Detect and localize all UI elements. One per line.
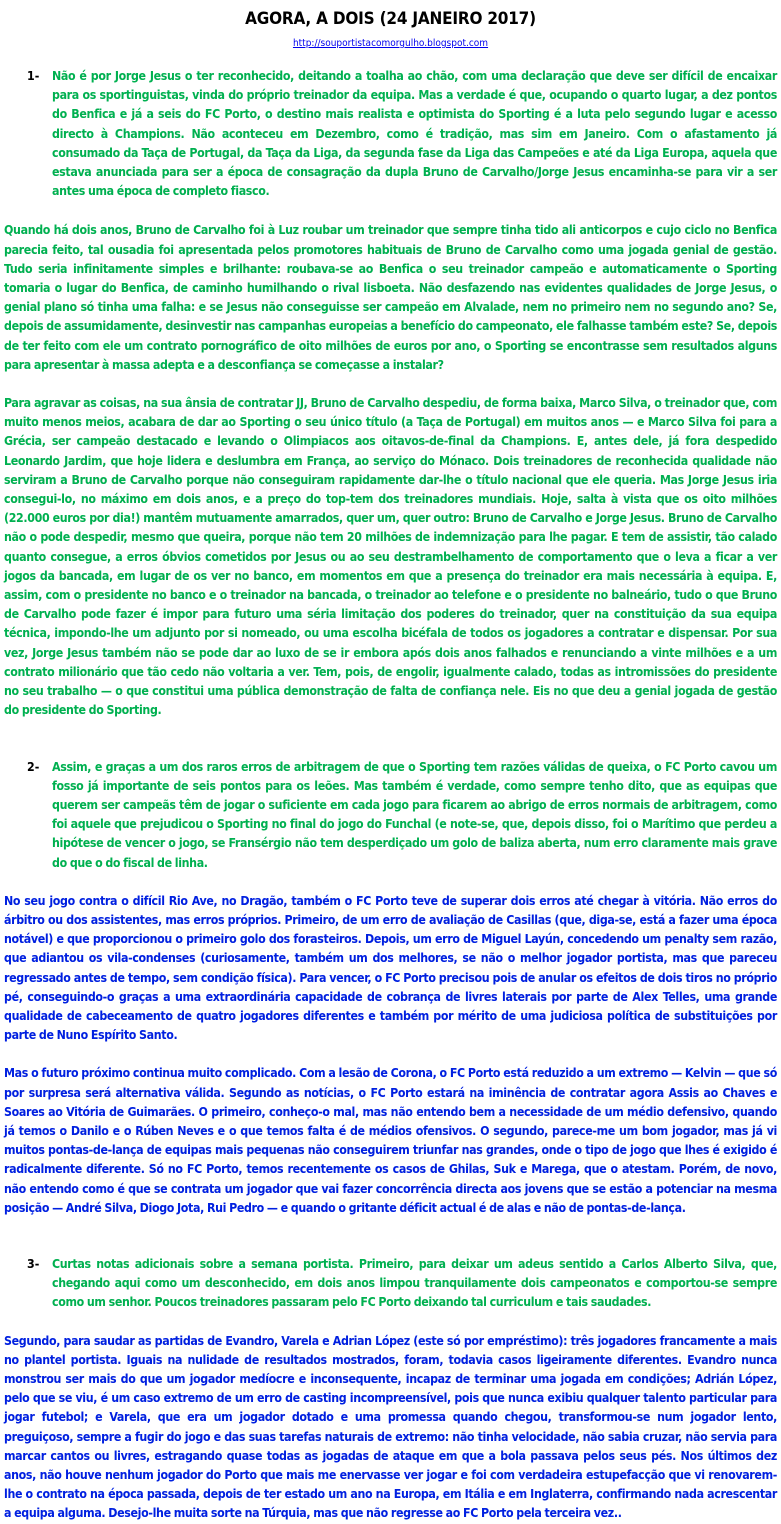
section-3-paragraph-1: Segundo, para saudar as partidas de Evandro, Varela e Adrian López (este só por empréstimo): três jogadores francamente a mais no plantel portista. Iguais na nulidade de resultados mostrados, foram, todavia casos ligeiramente diferentes. Evandro nunca monstrou ser mais do que um jogador medíocre e inconsequente, incapaz de terminar uma jogada em condições; Adrián López, pelo que se viu, é um caso extremo de um erro de casting incompreensível, pois que nunca exibiu qualquer talento particular para jogar futebol; e Varela, que era um jogador dotado e uma promessa quando chegou, transformou-se num jogador lento, preguiçoso, sempre a fugir do jogo e das suas tarefas naturais de extremo: não tinha velocidade, não sabia cruzar, não servia para marcar cantos ou livres, estragando quase todas as jogadas de ataque em que a bola passava pelos seus pés. Nos últimos dez anos, não houve nenhum jogador do Porto que mais me enervasse ver jogar e foi com verdadeira estupefacção que vi renovarem-lhe o contrato na época passada, depois de ter estado um ano na Europa, em Itália e em Inglaterra, confirmando nada acrescentar a equipa alguma. Desejo-lhe muita sorte na Túrquia, mas que não regresse ao FC Porto pela terceira vez..	[4, 1333, 777, 1521]
section-1-paragraph-1: Quando há dois anos, Bruno de Carvalho foi à Luz roubar um treinador que sempre tinha tido ali anticorpos e cujo ciclo no Benfica parecia feito, tal ousadia foi apresentada pelos promotores habituais de Bruno de Carvalho como uma jogada genial de gestão. Tudo seria infinitamente simples e brilhante: roubava-se ao Benfica o seu treinador campeão e automaticamente o Sporting tomaria o lugar do Benfica, de caminho humilhando o rival lisboeta. Não desfazendo nas evidentes qualidades de Jorge Jesus, o genial plano só tinha uma falha: e se Jesus não conseguisse ser campeão em Alvalade, nem no primeiro nem no segundo ano? Se, depois de assumidamente, desinvestir nas campanhas europeias a benefício do campeonato, ele falhasse também este? Se, depois de ter feito com ele um contrato pornográfico de oito milhões de euros por ano, o Sporting se encontrasse sem resultados alguns para apresentar à massa adepta e a desconfiança se começasse a instalar?	[4, 223, 777, 372]
section-1-paragraph-2: Para agravar as coisas, na sua ânsia de contratar JJ, Bruno de Carvalho despediu, de forma baixa, Marco Silva, o treinador que, com muito menos meios, acabara de dar ao Sporting o seu único título (a Taça de Portugal) em muitos anos — e Marco Silva foi para a Grécia, ser campeão destacado e levando o Olimpiacos aos oitavos-de-final da Champions. E, antes dele, já fora despedido Leonardo Jardim, que hoje lidera e deslumbra em França, ao serviço do Mónaco. Dois treinadores de reconhecida qualidade não serviram a Bruno de Carvalho porque não conseguiram rapidamente dar-lhe o título nacional que ele queria. Mas Jorge Jesus iria consegui-lo, no máximo em dois anos, e a preço do top-tem dos treinadores mundiais. Hoje, salta à vista que os oito milhões (22.000 euros por dia!) mantêm mutuamente amarrados, quer um, quer outro: Bruno de Carvalho e Jorge Jesus. Bruno de Carvalho não o pode despedir, mesmo que queira, porque não tem 20 milhões de indemnização para lhe pagar. E tem de assistir, tão calado quanto consegue, a erros óbvios cometidos por Jesus ou ao seu destrambelhamento de comportamento que o leva a ficar a ver jogos da bancada, em lugar de os ver no banco, em momentos em que a presença do treinador era mais necessária à equipa. E, assim, com o presidente no banco e o treinador na bancada, o treinador ao telefone e o presidente no balneário, tudo o que Bruno de Carvalho pode fazer é impor para futuro uma séria limitação dos poderes do treinador, quer na constituição da sua equipa técnica, impondo-lhe um adjunto por si nomeado, ou uma escolha bicéfala de todos os jogadores a contratar e dispensar. Por sua vez, Jorge Jesus também não se pode dar ao luxo de se ir embora após dois anos falhados e renunciando a vinte milhões e a um contrato milionário que tão cedo não voltaria a ver. Tem, pois, de engolir, igualmente calado, todas as intromissões do presidente no seu trabalho — o que constitui uma pública demonstração de falta de confiança nele. Eis no que deu a genial jogada de gestão do presidente do Sporting.	[4, 396, 777, 718]
section-1-lead-text: Não é por Jorge Jesus o ter reconhecido, deitando a toalha ao chão, com uma declaração que deve ser difícil de encaixar para os sportinguistas, vinda do próprio treinador da equipa. Mas a verdade é que, ocupando o quarto lugar, a dez pontos do Benfica e já a seis do FC Porto, o destino mais realista e optimista do Sporting é a luta pelo segundo lugar e acesso directo à Champions. Não aconteceu em Dezembro, como é tradição, mas sim em Janeiro. Com o afastamento já consumado da Taça de Portugal, da Taça da Liga, da segunda fase da Liga das Campeões e até da Liga Europa, aquela que estava anunciada para ser a época de consagração da dupla Bruno de Carvalho/Jorge Jesus encaminha-se para vir a ser antes uma época de completo fiasco.	[52, 69, 777, 199]
article-title: AGORA, A DOIS (24 JANEIRO 2017)	[245, 9, 536, 29]
section-3-lead-text: Curtas notas adicionais sobre a semana portista. Primeiro, para deixar um adeus sentido a Carlos Alberto Silva, que, chegando aqui como um desconhecido, em dois anos limpou tranquilamente dois campeonatos e comportou-se sempre como um senhor. Poucos treinadores passaram pelo FC Porto deixando tal curriculum e tais saudades.	[52, 1256, 777, 1310]
section-2-number: 2-	[27, 759, 40, 774]
blog-url-link[interactable]: http://souportistacomorgulho.blogspot.com	[292, 38, 489, 49]
section-3-number: 3-	[27, 1256, 40, 1271]
section-2-lead-text: Assim, e graças a um dos raros erros de arbitragem de que o Sporting tem razões válidas de queixa, o FC Porto cavou um fosso já importante de seis pontos para os leões. Mas também é verdade, como sempre tenho dito, que as equipas que querem ser campeãs têm de jogar o suficiente em cada jogo para ficarem ao abrigo de erros normais de arbitragem, como foi aquele que prejudicou o Sporting no final do jogo do Funchal (e note-se, que, depois disso, foi o Marítimo que perdeu a hipótese de vencer o jogo, se Fransérgio não tem desperdiçado um golo de baliza aberta, num erro claramente mais grave do que o do fiscal de linha.	[52, 759, 777, 870]
section-2-paragraph-2: Mas o futuro próximo continua muito complicado. Com a lesão de Corona, o FC Porto está reduzido a um extremo — Kelvin — que só por surpresa será alternativa válida. Segundo as notícias, o FC Porto estará na iminência de contratar agora Assis ao Chaves e Soares ao Vitória de Guimarães. O primeiro, conheço-o mal, mas não entendo bem a necessidade de um médio defensivo, quando já temos o Danilo e o Rúben Neves e o que temos falta é de médios ofensivos. O segundo, parece-me um bom jogador, mas já vi muitos pontas-de-lança de equipas mais pequenas não conseguirem triunfar nas grandes, onde o tipo de jogo que lhes é exigido é radicalmente diferente. Só no FC Porto, temos recentemente os casos de Ghilas, Suk e Marega, que o atestam. Porém, de novo, não entendo como é que se contrata um jogador que vai fazer concorrência directa aos jovens que se estão a potenciar na mesma posição — André Silva, Diogo Jota, Rui Pedro — e quando o gritante déficit actual é de alas e não de pontas-de-lança.	[4, 1066, 777, 1215]
section-1-number: 1-	[27, 69, 40, 83]
section-1-lead	[27, 67, 777, 201]
section-2-paragraph-1: No seu jogo contra o difícil Rio Ave, no Dragão, também o FC Porto teve de superar dois erros até chegar à vitória. Não erros do árbitro ou dos assistentes, mas erros próprios. Primeiro, de um erro de avaliação de Casillas (que, diga-se, está a fazer uma época notável) e que proporcionou o primeiro golo dos forasteiros. Depois, um erro de Miguel Layún, concedendo um penalty sem razão, que adiantou os vila-condenses (curiosamente, também um dos melhores, se não o melhor jogador portista, mas que pareceu regressado antes de tempo, sem condição física). Para vencer, o FC Porto precisou pois de anular os efeitos de dois tiros no próprio pé, conseguindo-o graças a uma extraordinária capacidade de cobrança de livres laterais por parte de Alex Telles, uma grande qualidade de cabeceamento de quatro jogadores diferentes e também por mérito de uma judiciosa política de substituições por parte de Nuno Espírito Santo.	[4, 893, 777, 1043]
section-2-lead	[27, 758, 777, 873]
section-3-lead	[27, 1255, 777, 1313]
blog-url-line	[4, 37, 777, 50]
